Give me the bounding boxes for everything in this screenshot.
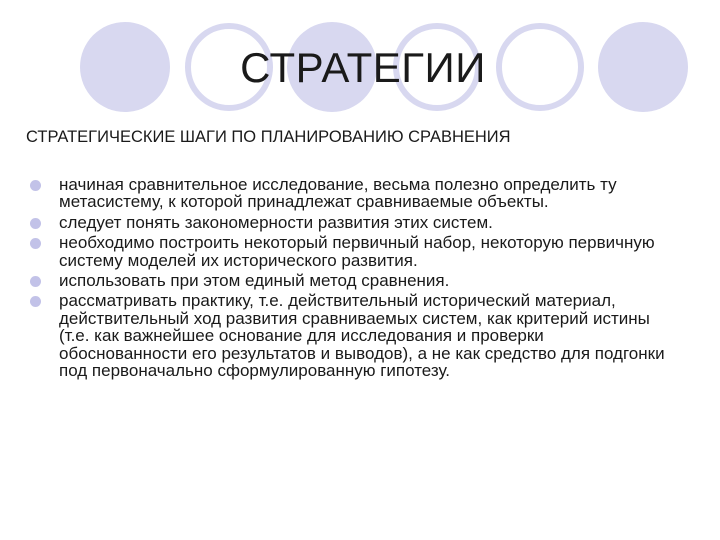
- bullet-dot-icon: [30, 218, 41, 229]
- bullet-item: [30, 292, 670, 379]
- bullet-dot-icon: [30, 180, 41, 191]
- bullet-text: необходимо построить некоторый первичный набор, некоторую первичную систему моделей их исторического развития.: [59, 233, 655, 270]
- slide-title: СТРАТЕГИИ: [240, 44, 486, 91]
- bullet-item: [30, 214, 670, 231]
- bullet-list: [30, 176, 670, 382]
- bullet-text: использовать при этом единый метод сравнения.: [59, 271, 450, 291]
- bullet-item: [30, 176, 670, 211]
- bullet-item: [30, 272, 670, 289]
- bullet-item: [30, 234, 670, 269]
- bullet-text: рассматривать практику, т.е. действительный исторический материал, действительный ход развития сравниваемых систем, как критерий истины (т.е. как важнейшее основание для исследования и проверки обоснованности его результатов и выводов), а не как средство для подгонки под первоначально сформулированную гипотезу.: [59, 291, 665, 381]
- bullet-dot-icon: [30, 238, 41, 249]
- bullet-text: начиная сравнительное исследование, весьма полезно определить ту метасистему, к которой принадлежат сравниваемые объекты.: [59, 175, 617, 212]
- bullet-dot-icon: [30, 276, 41, 287]
- slide-subtitle: СТРАТЕГИЧЕСКИЕ ШАГИ ПО ПЛАНИРОВАНИЮ СРАВНЕНИЯ: [26, 128, 511, 146]
- bullet-text: следует понять закономерности развития этих систем.: [59, 212, 493, 232]
- bullet-dot-icon: [30, 296, 41, 307]
